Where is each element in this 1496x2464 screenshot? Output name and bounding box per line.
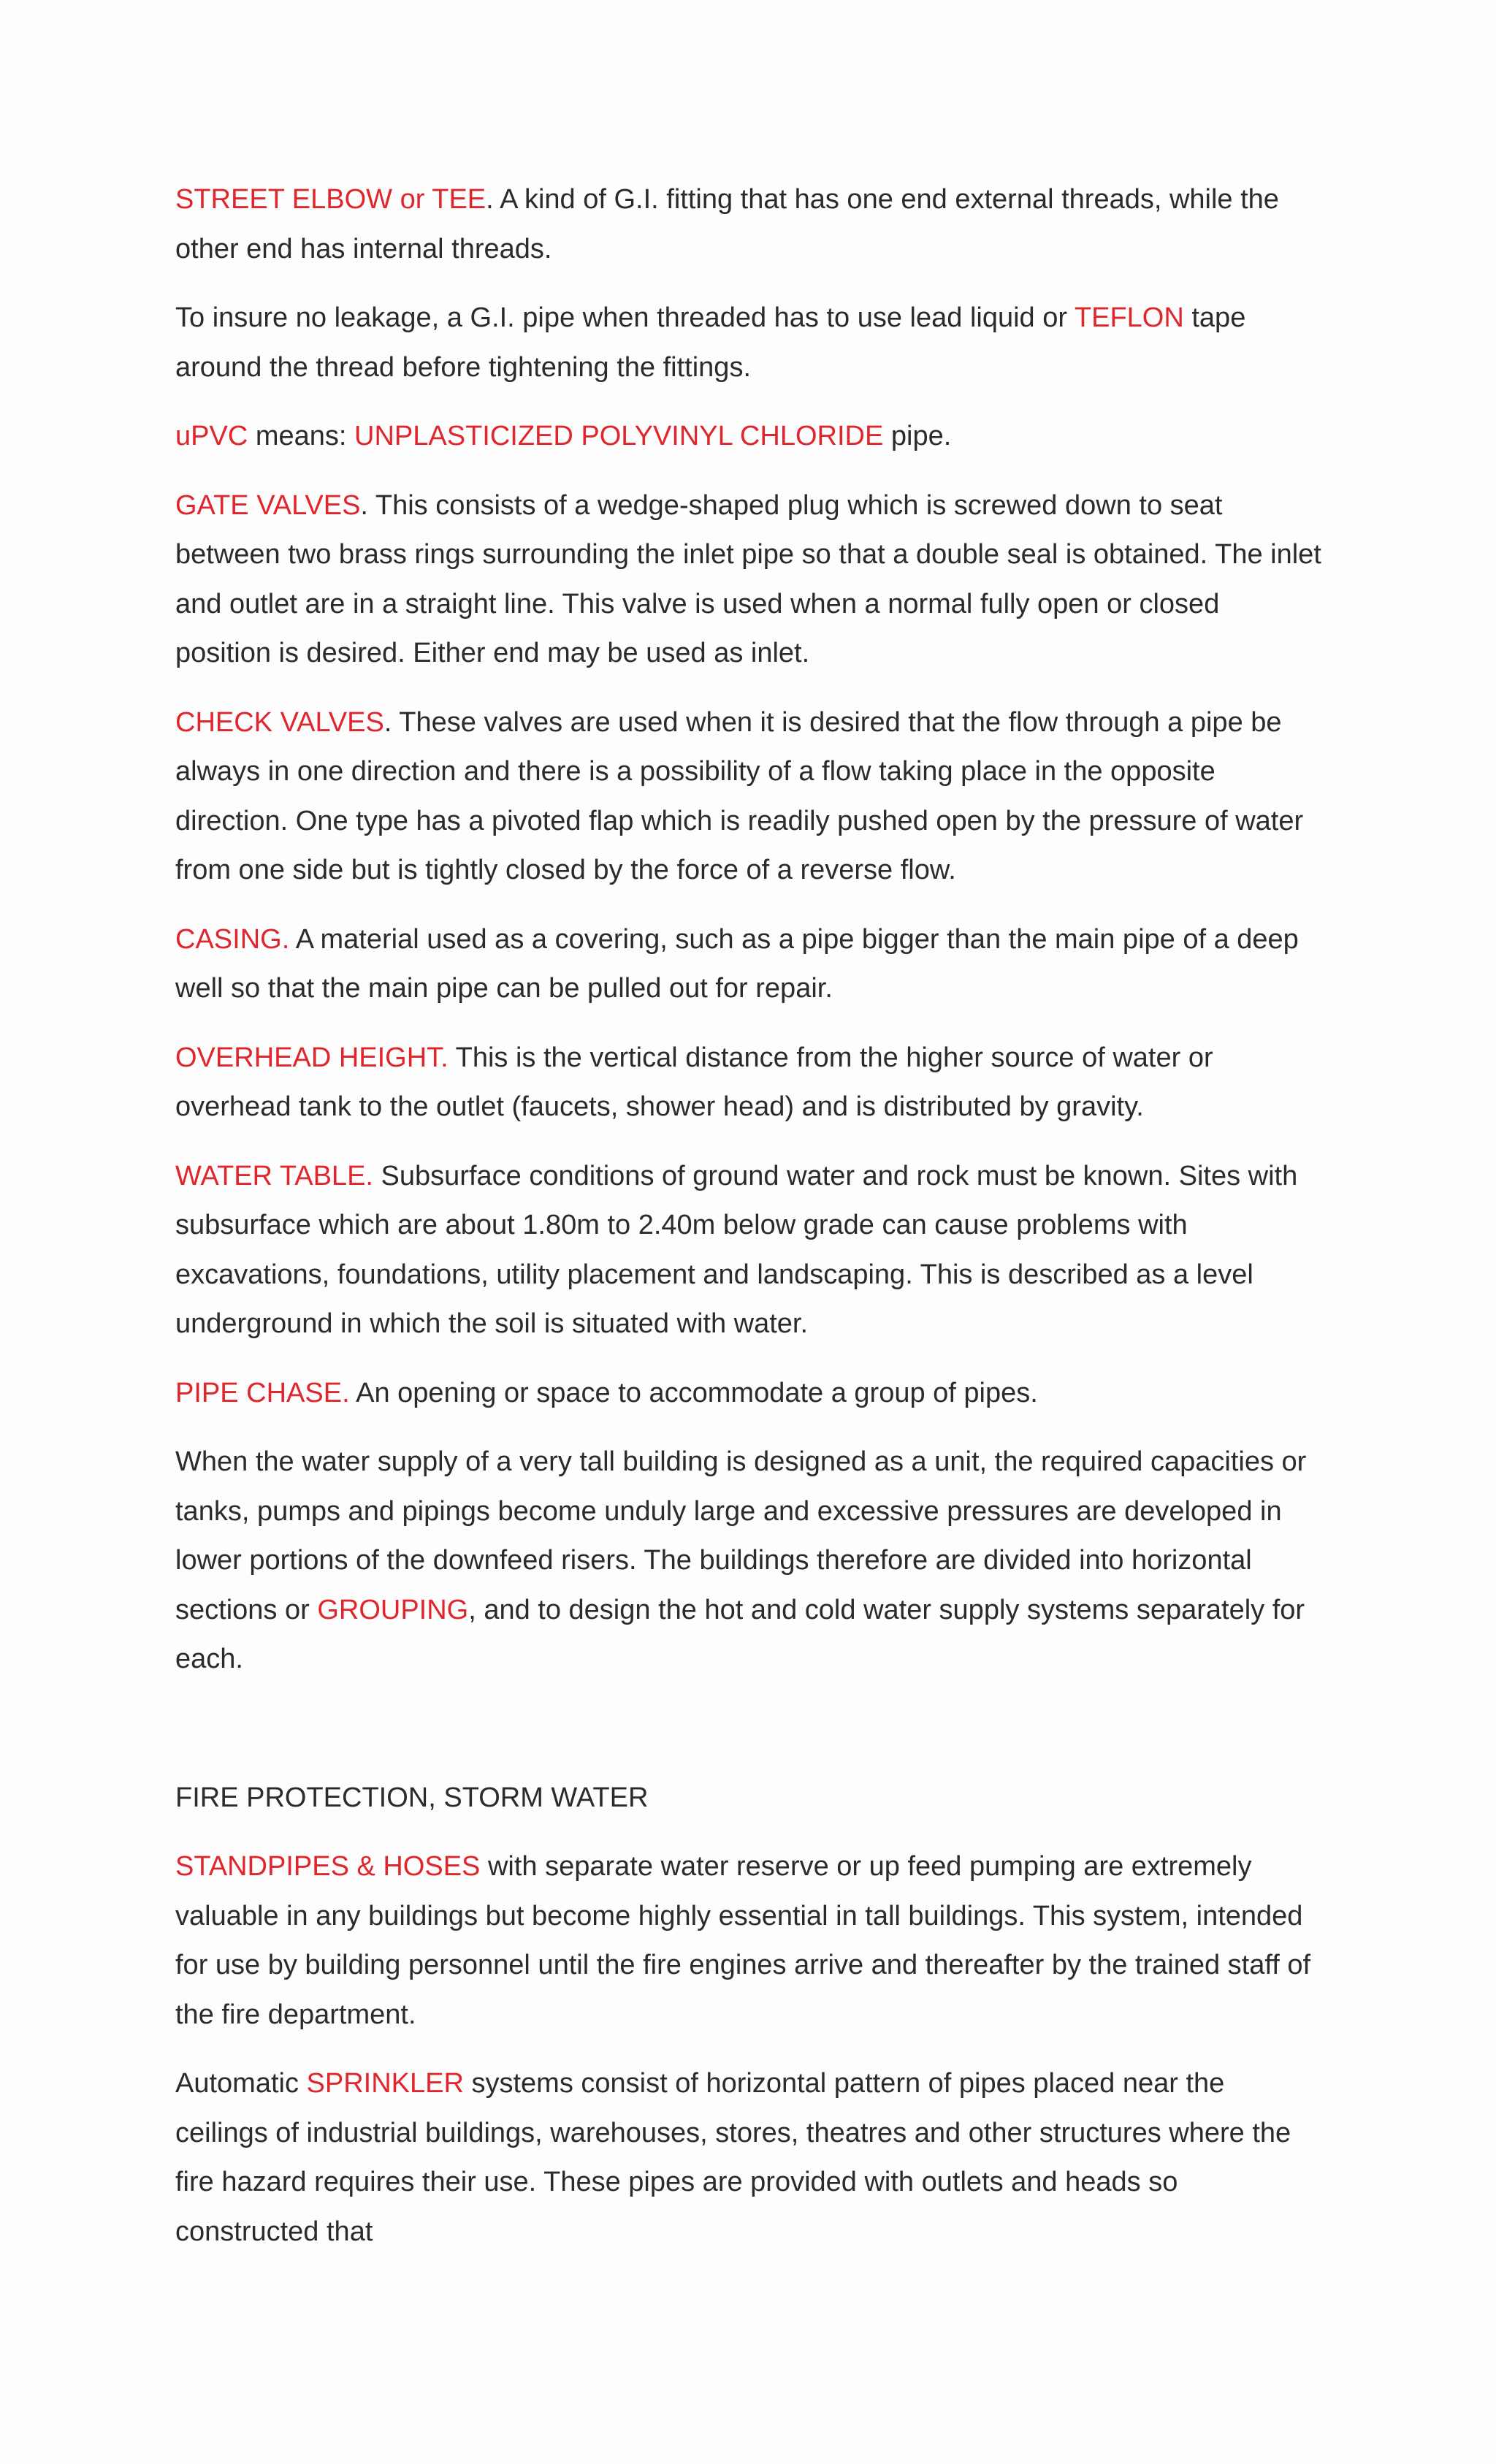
term-pipe-chase: PIPE CHASE. [175, 1377, 350, 1408]
definition-text: pipe. [883, 421, 952, 451]
term-sprinkler: SPRINKLER [306, 2068, 464, 2099]
term-teflon: TEFLON [1074, 302, 1184, 333]
paragraph-pipe-chase [175, 1369, 1322, 1419]
definition-text: A material used as a covering, such as a pipe bigger than the main pipe of a deep well so that the main pipe can be pulled out for repair. [175, 923, 1299, 1004]
paragraph-casing [175, 915, 1322, 1014]
definition-text: . A kind of G.I. fitting that has one end external threads, while the other end has internal threads. [175, 184, 1279, 264]
paragraph-water-table [175, 1152, 1322, 1349]
paragraph-lead-text: When the water supply of a very tall building is designed as a unit, the required capacities or tanks, pumps and pipings become unduly large and excessive pressures are developed in lower portions of the downfeed risers. The buildings therefore are divided into horizontal sections or [175, 1446, 1307, 1625]
definition-text: , and to design the hot and cold water supply systems separately for each. [175, 1594, 1305, 1674]
paragraph-teflon [175, 294, 1322, 392]
term-upvc: uPVC [175, 421, 248, 451]
paragraph-upvc [175, 412, 1322, 462]
definition-text: tape around the thread before tightening the fittings. [175, 302, 1246, 383]
term-water-table: WATER TABLE. [175, 1160, 373, 1191]
term-unplasticized-pvc: UNPLASTICIZED POLYVINYL CHLORIDE [354, 421, 884, 451]
definition-text: An opening or space to accommodate a group of pipes. [349, 1377, 1038, 1408]
section-spacer [175, 1704, 1322, 1774]
definition-text: . These valves are used when it is desired that the flow through a pipe be always in one direction and there is a possibility of a flow taking place in the opposite direction. One type has a pivoted flap which is readily pushed open by the pressure of water from one side but is tightly closed by the force of a reverse flow. [175, 706, 1304, 885]
term-grouping: GROUPING [317, 1594, 469, 1625]
paragraph-street-elbow [175, 175, 1322, 274]
paragraph-sprinkler [175, 2059, 1322, 2257]
paragraph-grouping [175, 1438, 1322, 1685]
document-page [175, 175, 1322, 2276]
definition-text: with separate water reserve or up feed pumping are extremely valuable in any buildings but become highly essential in tall buildings. This system, intended for use by building personnel until the fire engines arrive and thereafter by the trained staff of the fire department. [175, 1851, 1311, 2030]
paragraph-standpipes [175, 1842, 1322, 2040]
paragraph-overhead-height [175, 1034, 1322, 1132]
paragraph-lead-text: To insure no leakage, a G.I. pipe when threaded has to use lead liquid or [175, 302, 1075, 333]
definition-text: . This consists of a wedge-shaped plug which is screwed down to seat between two brass rings surrounding the inlet pipe so that a double seal is obtained. The inlet and outlet are in a straight line. This valve is used when a normal fully open or closed position is desired. Either end may be used as inlet. [175, 489, 1321, 668]
term-standpipes-hoses: STANDPIPES & HOSES [175, 1851, 481, 1882]
section-heading: FIRE PROTECTION, STORM WATER [175, 1782, 649, 1813]
paragraph-mid-text: means: [248, 421, 355, 451]
term-check-valves: CHECK VALVES [175, 706, 384, 738]
paragraph-gate-valves [175, 481, 1322, 679]
definition-text: systems consist of horizontal pattern of pipes placed near the ceilings of industrial buildings, warehouses, stores, theatres and other structures where the fire hazard requires their use. These pipes are provided with outlets and heads so constructed that [175, 2068, 1291, 2247]
term-gate-valves: GATE VALVES [175, 489, 361, 521]
paragraph-lead-text: Automatic [175, 2068, 307, 2099]
paragraph-check-valves [175, 698, 1322, 896]
term-street-elbow: STREET ELBOW or TEE [175, 184, 486, 215]
term-overhead-height: OVERHEAD HEIGHT. [175, 1042, 449, 1073]
definition-text: This is the vertical distance from the higher source of water or overhead tank to the outlet (faucets, shower head) and is distributed by gravity. [175, 1042, 1213, 1122]
definition-text: Subsurface conditions of ground water and rock must be known. Sites with subsurface which are about 1.80m to 2.40m below grade can cause problems with excavations, foundations, utility placement and landscaping. This is described as a level underground in which the soil is situated with water. [175, 1160, 1298, 1339]
term-casing: CASING. [175, 923, 290, 955]
